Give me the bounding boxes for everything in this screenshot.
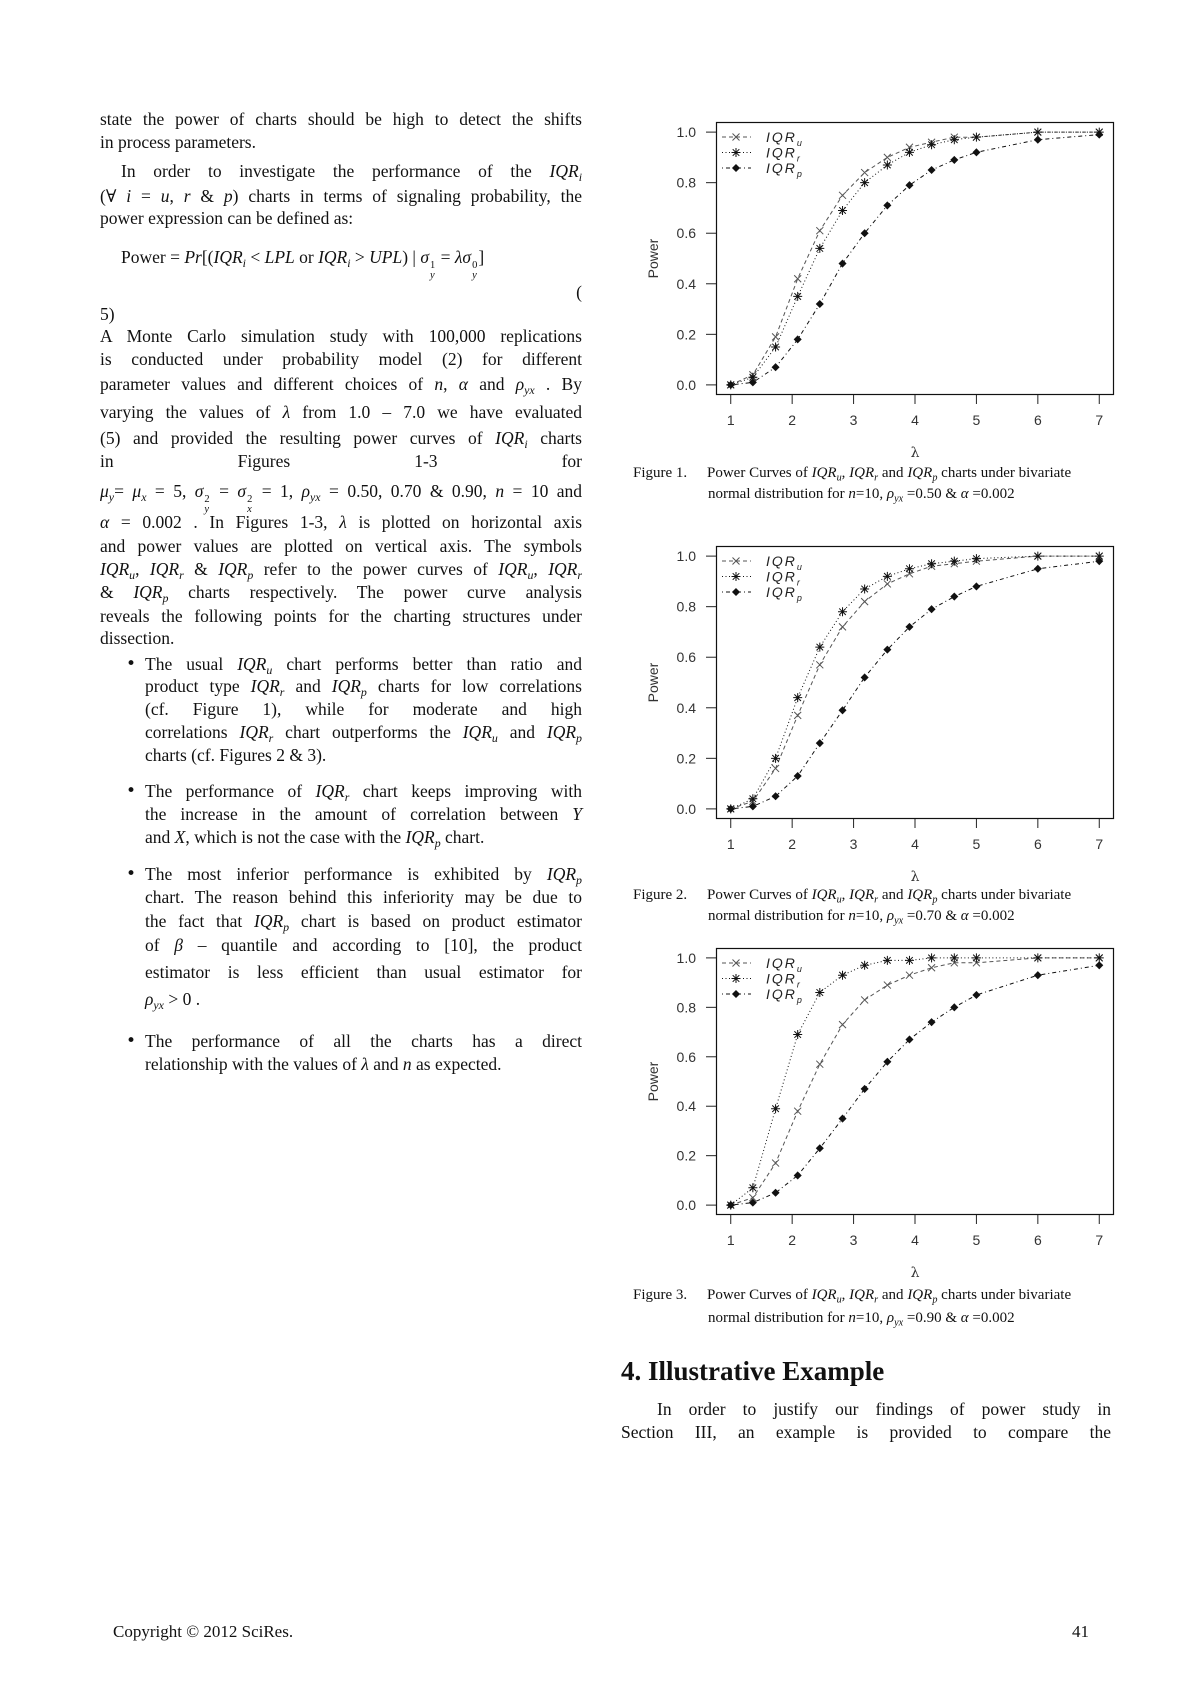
text-line: in Figures 1-3 for bbox=[100, 451, 582, 471]
x-tick-label: 7 bbox=[1095, 412, 1104, 428]
asterisk-marker-icon bbox=[950, 557, 959, 566]
x-tick-label: 2 bbox=[788, 412, 797, 428]
x-tick-label: 2 bbox=[788, 836, 797, 852]
text-line: is conducted under probability model (2) for different bbox=[100, 349, 582, 369]
y-tick-label: 1.0 bbox=[676, 949, 696, 966]
asterisk-marker-icon bbox=[732, 148, 741, 157]
text-line: A Monte Carlo simulation study with 100,000 replications bbox=[100, 326, 582, 346]
asterisk-marker-icon bbox=[927, 953, 936, 962]
text-line: in process parameters. bbox=[100, 132, 256, 152]
asterisk-marker-icon bbox=[1033, 953, 1042, 962]
y-tick-label: 0.2 bbox=[676, 1147, 696, 1164]
figure-caption: Power Curves of $IQR_u$, $IQR_r$ and $IQR_p$ charts under bivariate bbox=[707, 1287, 1072, 1306]
x-tick-label: 6 bbox=[1033, 1232, 1042, 1248]
figure-caption-label: Figure 1. bbox=[633, 465, 688, 481]
asterisk-marker-icon bbox=[883, 160, 892, 169]
text-line: correlations $IQR_r$ chart outperforms the $IQR_u$ and $IQR_p$ bbox=[145, 722, 582, 745]
x-tick-label: 1 bbox=[726, 836, 735, 852]
asterisk-marker-icon bbox=[972, 554, 981, 563]
text-line: and power values are plotted on vertical axis. The symbols bbox=[100, 536, 582, 556]
equation-number-open: ( bbox=[576, 282, 582, 302]
y-tick-label: 0.6 bbox=[676, 649, 696, 666]
text-line: reveals the following points for the charting structures under bbox=[100, 606, 582, 626]
asterisk-marker-icon bbox=[815, 244, 824, 253]
asterisk-marker-icon bbox=[883, 956, 892, 965]
y-tick-label: 0.0 bbox=[676, 800, 696, 817]
asterisk-marker-icon bbox=[838, 206, 847, 215]
asterisk-marker-icon bbox=[748, 1183, 757, 1192]
text-line: power expression can be defined as: bbox=[100, 208, 354, 228]
figure-caption-label: Figure 2. bbox=[633, 887, 688, 903]
y-tick-label: 0.0 bbox=[676, 376, 696, 393]
y-tick-label: 0.4 bbox=[676, 1098, 696, 1115]
legend-label: $IQR_u$ bbox=[766, 553, 802, 572]
text-line: estimator is less efficient than usual estimator for bbox=[145, 962, 582, 982]
power-curve-chart bbox=[590, 546, 1130, 889]
asterisk-marker-icon bbox=[905, 956, 914, 965]
legend-label: $IQR_p$ bbox=[766, 986, 802, 1005]
y-axis-label: Power bbox=[645, 662, 661, 703]
x-tick-label: 7 bbox=[1095, 836, 1104, 852]
x-axis bbox=[727, 395, 1104, 461]
x-axis bbox=[727, 1215, 1104, 1281]
y-tick-label: 0.8 bbox=[676, 174, 696, 191]
power-equation: Power = $Pr[(IQR_i$ < LPL or $IQR_i > UPL$) | σ 1 y = λσ 0 y ] bbox=[121, 247, 485, 281]
x-tick-label: 5 bbox=[972, 836, 981, 852]
text-line: parameter values and different choices of n, α and $\rho_{yx}$ . By bbox=[100, 374, 582, 397]
asterisk-marker-icon bbox=[860, 178, 869, 187]
text-line: product type $IQR_r$ and $IQR_p$ charts for low correlations bbox=[145, 676, 582, 699]
y-tick-label: 0.2 bbox=[676, 750, 696, 767]
figure-caption: normal distribution for n=10, $\rho_{yx} =0.50$ & α =0.002 bbox=[708, 486, 1015, 505]
legend-label: $IQR_r$ bbox=[766, 568, 800, 588]
equation-number-close: 5) bbox=[100, 304, 115, 324]
figure-caption: normal distribution for n=10, $\rho_{yx} =0.70$ & α =0.002 bbox=[708, 908, 1015, 927]
asterisk-marker-icon bbox=[905, 564, 914, 573]
section-heading: 4. Illustrative Example bbox=[621, 1356, 885, 1386]
power-curve-chart bbox=[590, 122, 1130, 465]
asterisk-marker-icon bbox=[771, 1104, 780, 1113]
asterisk-marker-icon bbox=[860, 584, 869, 593]
text-line: (cf. Figure 1), while for moderate and high bbox=[145, 699, 582, 719]
text-line: The usual $IQR_u$ chart performs better than ratio and bbox=[145, 654, 582, 677]
asterisk-marker-icon bbox=[732, 974, 741, 983]
y-axis-label: Power bbox=[645, 238, 661, 279]
x-tick-label: 1 bbox=[726, 1232, 735, 1248]
asterisk-marker-icon bbox=[815, 988, 824, 997]
x-tick-label: 3 bbox=[849, 1232, 858, 1248]
y-tick-label: 1.0 bbox=[676, 124, 696, 141]
asterisk-marker-icon bbox=[771, 754, 780, 763]
y-tick-label: 0.6 bbox=[676, 1048, 696, 1065]
asterisk-marker-icon bbox=[815, 643, 824, 652]
asterisk-marker-icon bbox=[927, 559, 936, 568]
legend-label: $IQR_p$ bbox=[766, 160, 802, 179]
x-tick-label: 1 bbox=[726, 412, 735, 428]
asterisk-marker-icon bbox=[748, 794, 757, 803]
asterisk-marker-icon bbox=[793, 1030, 802, 1039]
x-tick-label: 4 bbox=[911, 1232, 919, 1248]
bullet-icon: • bbox=[125, 864, 137, 884]
x-tick-label: 4 bbox=[911, 836, 919, 852]
y-tick-label: 0.8 bbox=[676, 999, 696, 1016]
text-line: state the power of charts should be high to detect the shifts bbox=[100, 109, 582, 129]
bullet-icon: • bbox=[125, 654, 137, 674]
legend-label: $IQR_p$ bbox=[766, 584, 802, 603]
text-line: dissection. bbox=[100, 628, 175, 648]
figure-caption: Power Curves of $IQR_u$, $IQR_r$ and $IQR_p$ charts under bivariate bbox=[707, 887, 1072, 906]
asterisk-marker-icon bbox=[883, 572, 892, 581]
y-tick-label: 0.6 bbox=[676, 225, 696, 242]
x-tick-label: 6 bbox=[1033, 836, 1042, 852]
asterisk-marker-icon bbox=[1033, 128, 1042, 137]
y-tick-label: 0.4 bbox=[676, 699, 696, 716]
page-number: 41 bbox=[1072, 1622, 1089, 1641]
asterisk-marker-icon bbox=[950, 953, 959, 962]
asterisk-marker-icon bbox=[950, 135, 959, 144]
text-line: $\mu_y= \mu_x = 5$, σ 2 y = σ 2 x = 1, $\rho_{yx} = 0.50$, 0.70 & 0.90, n = 10 and bbox=[100, 481, 583, 515]
y-tick-label: 0.8 bbox=[676, 598, 696, 615]
legend-label: $IQR_u$ bbox=[766, 129, 802, 148]
text-line: and X, which is not the case with the $IQR_p$ chart. bbox=[145, 827, 485, 850]
x-tick-label: 6 bbox=[1033, 412, 1042, 428]
text-line: varying the values of λ from 1.0 – 7.0 we have evaluated bbox=[100, 402, 582, 422]
x-axis bbox=[727, 819, 1104, 885]
text-line: (5) and provided the resulting power curves of $IQR_i$ charts bbox=[100, 428, 582, 451]
asterisk-marker-icon bbox=[732, 572, 741, 581]
text-line: the fact that $IQR_p$ chart is based on product estimator bbox=[145, 911, 582, 934]
bullet-icon: • bbox=[125, 1031, 137, 1051]
asterisk-marker-icon bbox=[972, 133, 981, 142]
figure-caption: normal distribution for n=10, $\rho_{yx} =0.90$ & α =0.002 bbox=[708, 1310, 1015, 1329]
y-tick-label: 0.0 bbox=[676, 1197, 696, 1214]
asterisk-marker-icon bbox=[860, 961, 869, 970]
text-line: In order to justify our findings of power study in bbox=[657, 1399, 1111, 1419]
text-line: chart. The reason behind this inferiority may be due to bbox=[145, 887, 582, 907]
x-axis-label: λ bbox=[910, 445, 920, 461]
text-line: Section III, an example is provided to compare the bbox=[621, 1422, 1111, 1442]
asterisk-marker-icon bbox=[838, 971, 847, 980]
asterisk-marker-icon bbox=[972, 953, 981, 962]
power-curve-chart bbox=[590, 948, 1130, 1285]
y-tick-label: 0.4 bbox=[676, 275, 696, 292]
text-line: (∀ i = u, r & p) charts in terms of signaling probability, the bbox=[100, 186, 583, 206]
text-line: The performance of all the charts has a direct bbox=[145, 1031, 582, 1051]
text-line: The most inferior performance is exhibited by $IQR_p$ bbox=[145, 864, 582, 887]
text-line: the increase in the amount of correlation between Y bbox=[145, 804, 582, 824]
text-line: relationship with the values of λ and n as expected. bbox=[145, 1054, 502, 1074]
asterisk-marker-icon bbox=[838, 607, 847, 616]
x-tick-label: 5 bbox=[972, 412, 981, 428]
x-tick-label: 2 bbox=[788, 1232, 797, 1248]
figure-caption: Power Curves of $IQR_u$, $IQR_r$ and $IQR_p$ charts under bivariate bbox=[707, 465, 1072, 484]
y-tick-label: 1.0 bbox=[676, 548, 696, 565]
figure-caption-label: Figure 3. bbox=[633, 1287, 688, 1303]
asterisk-marker-icon bbox=[793, 292, 802, 301]
legend-label: $IQR_r$ bbox=[766, 970, 800, 990]
x-tick-label: 3 bbox=[849, 412, 858, 428]
asterisk-marker-icon bbox=[905, 148, 914, 157]
text-line: $IQR_u$, $IQR_r$ & $IQR_p$ refer to the power curves of $IQR_u$, $IQR_r$ bbox=[100, 559, 583, 582]
x-tick-label: 7 bbox=[1095, 1232, 1104, 1248]
x-tick-label: 5 bbox=[972, 1232, 981, 1248]
asterisk-marker-icon bbox=[1095, 953, 1104, 962]
text-line: $\rho_{yx} > 0$ . bbox=[145, 989, 201, 1012]
text-line: of β – quantile and according to [10], the product bbox=[145, 935, 583, 955]
text-line: charts (cf. Figures 2 & 3). bbox=[145, 745, 327, 765]
text-line: α = 0.002 . In Figures 1-3, λ is plotted on horizontal axis bbox=[100, 512, 582, 532]
footer-copyright: Copyright © 2012 SciRes. bbox=[113, 1622, 294, 1641]
legend-label: $IQR_r$ bbox=[766, 144, 800, 164]
asterisk-marker-icon bbox=[1033, 552, 1042, 561]
x-axis-label: λ bbox=[910, 1265, 920, 1281]
y-axis bbox=[645, 124, 716, 393]
text-line: The performance of $IQR_r$ chart keeps improving with bbox=[145, 781, 582, 804]
y-tick-label: 0.2 bbox=[676, 326, 696, 343]
y-axis bbox=[645, 548, 716, 817]
x-axis-label: λ bbox=[910, 869, 920, 885]
y-axis bbox=[645, 950, 716, 1213]
x-tick-label: 4 bbox=[911, 412, 919, 428]
text-line: In order to investigate the performance of the $IQR_i$ bbox=[121, 161, 582, 184]
bullet-icon: • bbox=[125, 781, 137, 801]
legend-label: $IQR_u$ bbox=[766, 955, 802, 974]
text-line: & $IQR_p$ charts respectively. The power curve analysis bbox=[100, 582, 582, 605]
asterisk-marker-icon bbox=[771, 342, 780, 351]
x-tick-label: 3 bbox=[849, 836, 858, 852]
y-axis-label: Power bbox=[645, 1061, 661, 1102]
asterisk-marker-icon bbox=[927, 140, 936, 149]
asterisk-marker-icon bbox=[793, 693, 802, 702]
